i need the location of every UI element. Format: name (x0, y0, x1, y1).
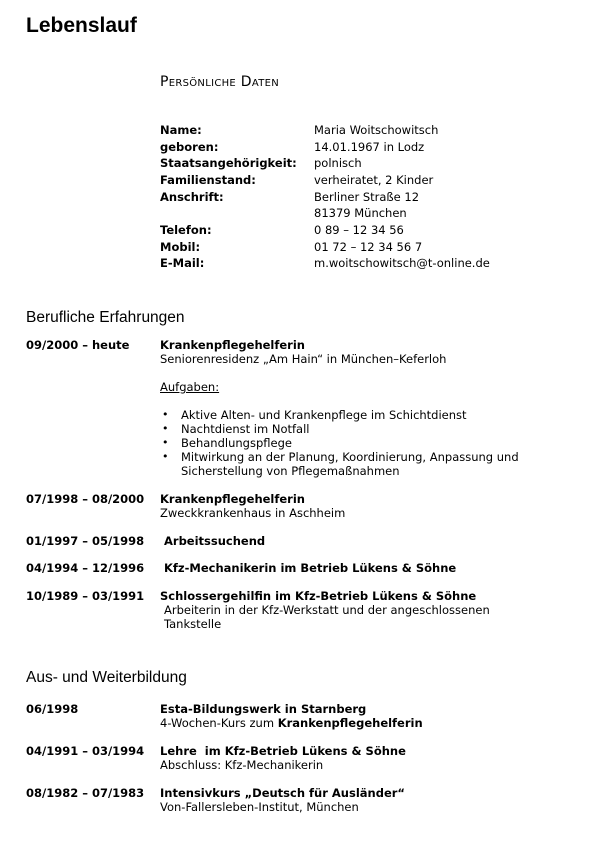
edu-title: Esta-Bildungswerk in Starnberg (160, 702, 367, 716)
exp-title: Arbeitssuchend (164, 534, 266, 548)
exp-subtitle: Arbeiterin in der Kfz-Werkstatt und der angeschlossenen (164, 603, 490, 617)
label-address: Anschrift: (160, 190, 224, 204)
value-phone: 0 89 – 12 34 56 (314, 223, 404, 237)
page-title: Lebenslauf (26, 14, 137, 37)
label-phone: Telefon: (160, 223, 212, 237)
exp-date: 09/2000 – heute (26, 338, 130, 352)
value-address-street: Berliner Straße 12 (314, 190, 420, 204)
exp-date: 07/1998 – 08/2000 (26, 492, 145, 506)
exp-title: Kfz-Mechanikerin im Betrieb Lükens & Söhne (164, 561, 457, 575)
edu-subtitle-bold: Krankenpflegehelferin (277, 716, 423, 730)
exp-subtitle: Seniorenresidenz „Am Hain“ in München–Keferloh (160, 352, 447, 366)
edu-subtitle: Von-Fallersleben-Institut, München (160, 800, 359, 814)
label-email: E-Mail: (160, 256, 205, 270)
value-born: 14.01.1967 in Lodz (314, 140, 425, 154)
edu-date: 04/1991 – 03/1994 (26, 744, 145, 758)
value-marital: verheiratet, 2 Kinder (314, 173, 434, 187)
edu-title: Lehre im Kfz-Betrieb Lükens & Söhne (160, 744, 406, 758)
tasks-list (160, 408, 519, 464)
value-mobile: 01 72 – 12 34 56 7 (314, 240, 423, 254)
exp-subtitle: Zweckkrankenhaus in Aschheim (160, 506, 346, 520)
exp-date: 10/1989 – 03/1991 (26, 589, 145, 603)
task-item: • Aktive Alten- und Krankenpflege im Schichtdienst (160, 408, 519, 422)
value-nationality: polnisch (314, 156, 362, 170)
edu-title: Intensivkurs „Deutsch für Ausländer“ (160, 786, 405, 800)
label-born: geboren: (160, 140, 219, 154)
personal-heading: Persönliche Daten (160, 74, 280, 90)
edu-subtitle (160, 716, 423, 730)
exp-date: 04/1994 – 12/1996 (26, 561, 145, 575)
task-item-continuation: Sicherstellung von Pflegemaßnahmen (181, 464, 400, 478)
edu-date: 08/1982 – 07/1983 (26, 786, 145, 800)
tasks-label: Aufgaben: (160, 380, 220, 394)
task-item: • Mitwirkung an der Planung, Koordinierung, Anpassung und (160, 450, 519, 464)
value-address-city: 81379 München (314, 206, 407, 220)
exp-title: Schlossergehilfin im Kfz-Betrieb Lükens & Söhne (160, 589, 477, 603)
exp-date: 01/1997 – 05/1998 (26, 534, 145, 548)
value-email: m.woitschowitsch@t-online.de (314, 256, 490, 270)
education-heading: Aus- und Weiterbildung (26, 669, 187, 686)
experience-heading: Berufliche Erfahrungen (26, 309, 185, 326)
value-name: Maria Woitschowitsch (314, 123, 439, 137)
edu-date: 06/1998 (26, 702, 79, 716)
exp-title: Krankenpflegehelferin (160, 492, 305, 506)
task-item: • Behandlungspflege (160, 436, 519, 450)
edu-subtitle: Abschluss: Kfz-Mechanikerin (160, 758, 324, 772)
label-marital: Familienstand: (160, 173, 256, 187)
label-mobile: Mobil: (160, 240, 201, 254)
exp-title: Krankenpflegehelferin (160, 338, 305, 352)
label-nationality: Staatsangehörigkeit: (160, 156, 297, 170)
task-item: • Nachtdienst im Notfall (160, 422, 519, 436)
edu-subtitle-text: 4-Wochen-Kurs zum (160, 716, 278, 730)
exp-subtitle: Tankstelle (164, 617, 222, 631)
label-name: Name: (160, 123, 202, 137)
